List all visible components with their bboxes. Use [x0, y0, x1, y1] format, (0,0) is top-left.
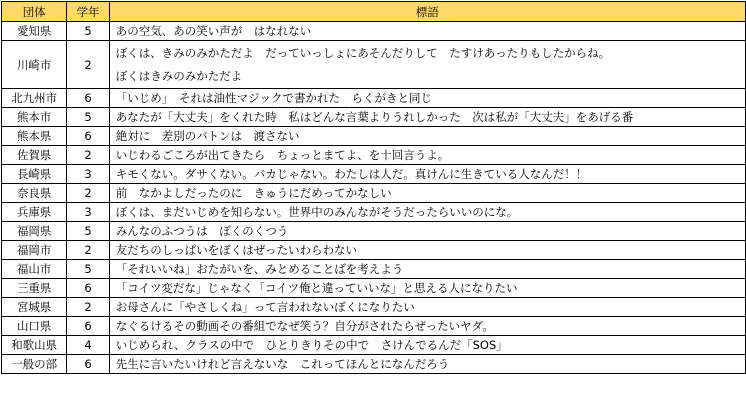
- cell-grade: 6: [67, 89, 109, 108]
- slogan-line: みんなのふつうは ぼくのくつう: [115, 224, 289, 238]
- slogan-line: ぼくはきみのみかただよ: [115, 68, 243, 83]
- slogan-line: お母さんに「やさしくね」って言われないぼくになりたい: [115, 300, 415, 314]
- cell-grade: 6: [67, 317, 109, 336]
- cell-slogan: [109, 336, 745, 355]
- cell-slogan: [109, 184, 745, 203]
- cell-grade: 2: [67, 41, 109, 89]
- table-row: [2, 89, 746, 108]
- table-row: [2, 336, 746, 355]
- cell-dantai: 福岡市: [2, 241, 67, 260]
- header-grade: 学年: [67, 2, 109, 22]
- slogan-line: あの空気、あの笑い声が はなれない: [115, 24, 312, 38]
- slogan-line: あなたが「大丈夫」をくれた時 私はどんな言葉よりうれしかった 次は私が「大丈夫」をあげる番: [115, 110, 634, 124]
- table-row: [2, 298, 746, 317]
- cell-grade: 6: [67, 355, 109, 374]
- slogan-line: 「それいいね」おたがいを、みとめることばを考えよう: [115, 262, 404, 276]
- slogan-line: なぐるけるその動画その番組でなぜ笑う？自分がされたらぜったいヤダ。: [115, 319, 494, 333]
- slogan-line: 「コイツ変だな」じゃなく「コイツ俺と違っていいな」と思える人になりたい: [115, 281, 518, 295]
- cell-dantai: 山口県: [2, 317, 67, 336]
- cell-grade: 2: [67, 184, 109, 203]
- header-slogan: 標語: [109, 2, 745, 22]
- slogan-line: 先生に言いたいけれど言えないな これってほんとになんだろう: [115, 357, 450, 371]
- cell-slogan: [109, 317, 745, 336]
- cell-dantai: 和歌山県: [2, 336, 67, 355]
- cell-grade: 5: [67, 222, 109, 241]
- cell-grade: 3: [67, 203, 109, 222]
- table-row: [2, 355, 746, 374]
- cell-dantai: 佐賀県: [2, 146, 67, 165]
- cell-grade: 2: [67, 241, 109, 260]
- cell-grade: 6: [67, 279, 109, 298]
- cell-slogan: [109, 22, 745, 41]
- slogan-line: 前 なかよしだったのに きゅうにだめってかなしい: [115, 186, 392, 200]
- cell-grade: 5: [67, 260, 109, 279]
- slogan-table: [1, 1, 746, 374]
- table-row: [2, 165, 746, 184]
- cell-grade: 5: [67, 22, 109, 41]
- cell-slogan: [109, 298, 745, 317]
- table-row: [2, 222, 746, 241]
- cell-dantai: 宮城県: [2, 298, 67, 317]
- cell-slogan: [109, 355, 745, 374]
- table-row: [2, 184, 746, 203]
- cell-dantai: 熊本市: [2, 108, 67, 127]
- cell-dantai: 福山市: [2, 260, 67, 279]
- table-row: [2, 203, 746, 222]
- table-row: [2, 146, 746, 165]
- cell-slogan: [109, 108, 745, 127]
- table-row: [2, 41, 746, 89]
- cell-slogan: [109, 127, 745, 146]
- cell-grade: 3: [67, 165, 109, 184]
- table-row: [2, 22, 746, 41]
- header-dantai: 団体: [2, 2, 67, 22]
- cell-dantai: 長崎県: [2, 165, 67, 184]
- cell-slogan: [109, 203, 745, 222]
- cell-dantai: 福岡県: [2, 222, 67, 241]
- cell-slogan: [109, 146, 745, 165]
- cell-dantai: 三重県: [2, 279, 67, 298]
- slogan-line: キモくない。ダサくない。バカじゃない。わたしは人だ。真けんに生きている人なんだ！！: [115, 167, 588, 181]
- cell-dantai: 奈良県: [2, 184, 67, 203]
- header-row: [2, 2, 746, 22]
- table-row: [2, 241, 746, 260]
- cell-dantai: 川崎市: [2, 41, 67, 89]
- cell-grade: 6: [67, 127, 109, 146]
- cell-slogan: [109, 165, 745, 184]
- cell-dantai: 兵庫県: [2, 203, 67, 222]
- cell-slogan: [109, 279, 745, 298]
- cell-grade: 2: [67, 298, 109, 317]
- slogan-line: 「いじめ」 それは油性マジックで書かれた らくがきと同じ: [115, 91, 432, 105]
- cell-dantai: 北九州市: [2, 89, 67, 108]
- cell-dantai: 愛知県: [2, 22, 67, 41]
- cell-slogan: [109, 241, 745, 260]
- cell-slogan: [109, 260, 745, 279]
- cell-slogan: [109, 41, 745, 89]
- table-body: [2, 22, 746, 374]
- table-row: [2, 279, 746, 298]
- slogan-line: 絶対に 差別のバトンは 渡さない: [115, 129, 300, 143]
- cell-grade: 2: [67, 146, 109, 165]
- cell-grade: 4: [67, 336, 109, 355]
- cell-slogan: [109, 89, 745, 108]
- slogan-line: いじめられ、クラスの中で ひとりきりその中で さけんでるんだ「SOS」: [115, 338, 508, 352]
- slogan-line: ぼくは、まだいじめを知らない。世界中のみんながそうだったらいいのにな。: [115, 205, 519, 219]
- slogan-line: ぼくは、きみのみかただよ だっていっしょにあそんだりして たすけあったりもしたからね。: [115, 45, 611, 60]
- table-row: [2, 317, 746, 336]
- slogan-line: 友だちのしっぱいをぼくはぜったいわらわない: [115, 243, 358, 257]
- cell-dantai: 一般の部: [2, 355, 67, 374]
- table-row: [2, 108, 746, 127]
- slogan-line: いじわるごころが出てきたら ちょっとまてよ、を十回言うよ。: [115, 148, 450, 162]
- cell-grade: 5: [67, 108, 109, 127]
- table-row: [2, 260, 746, 279]
- cell-slogan: [109, 222, 745, 241]
- table-row: [2, 127, 746, 146]
- cell-dantai: 熊本県: [2, 127, 67, 146]
